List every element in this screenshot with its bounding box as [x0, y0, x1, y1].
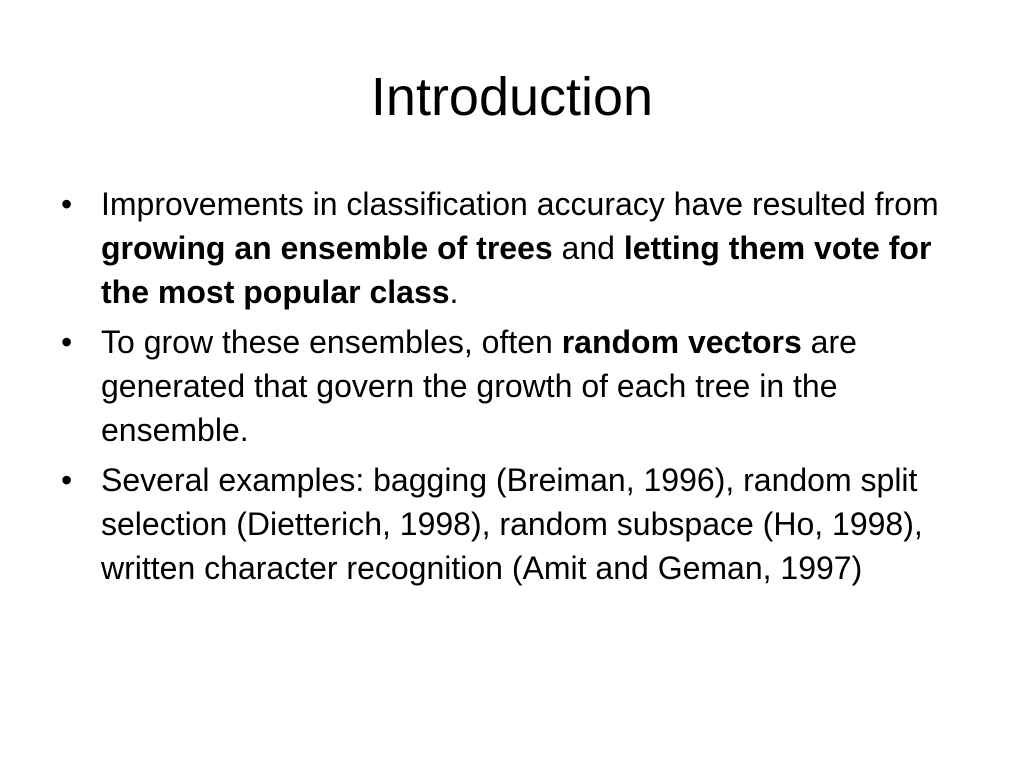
bullet-list [56, 182, 976, 596]
bullet-emphasis: random vectors [561, 324, 802, 360]
bullet-text: Improvements in classification accuracy have resulted from [101, 186, 939, 222]
bullet-item-random-vectors [56, 320, 976, 452]
bullet-text: . [449, 274, 459, 310]
bullet-emphasis: growing an ensemble of trees [101, 230, 553, 266]
slide-title: Introduction [370, 67, 654, 127]
bullet-emphasis: letting them vote for the most popular class [101, 230, 932, 310]
bullet-item-examples [56, 458, 976, 590]
bullet-text: are generated that govern the growth of each tree in the ensemble. [101, 324, 857, 448]
bullet-text: To grow these ensembles, often [101, 324, 562, 360]
bullet-marker: • [61, 186, 73, 222]
bullet-marker: • [61, 324, 73, 360]
bullet-text: and [552, 230, 624, 266]
bullet-text: Several examples: bagging (Breiman, 1996), random split selection (Dietterich, 1998), random subspace (Ho, 1998), written character recognition (Amit and Geman, 1997) [101, 462, 923, 586]
bullet-marker: • [61, 462, 73, 498]
bullet-item-ensemble-accuracy [56, 182, 976, 314]
